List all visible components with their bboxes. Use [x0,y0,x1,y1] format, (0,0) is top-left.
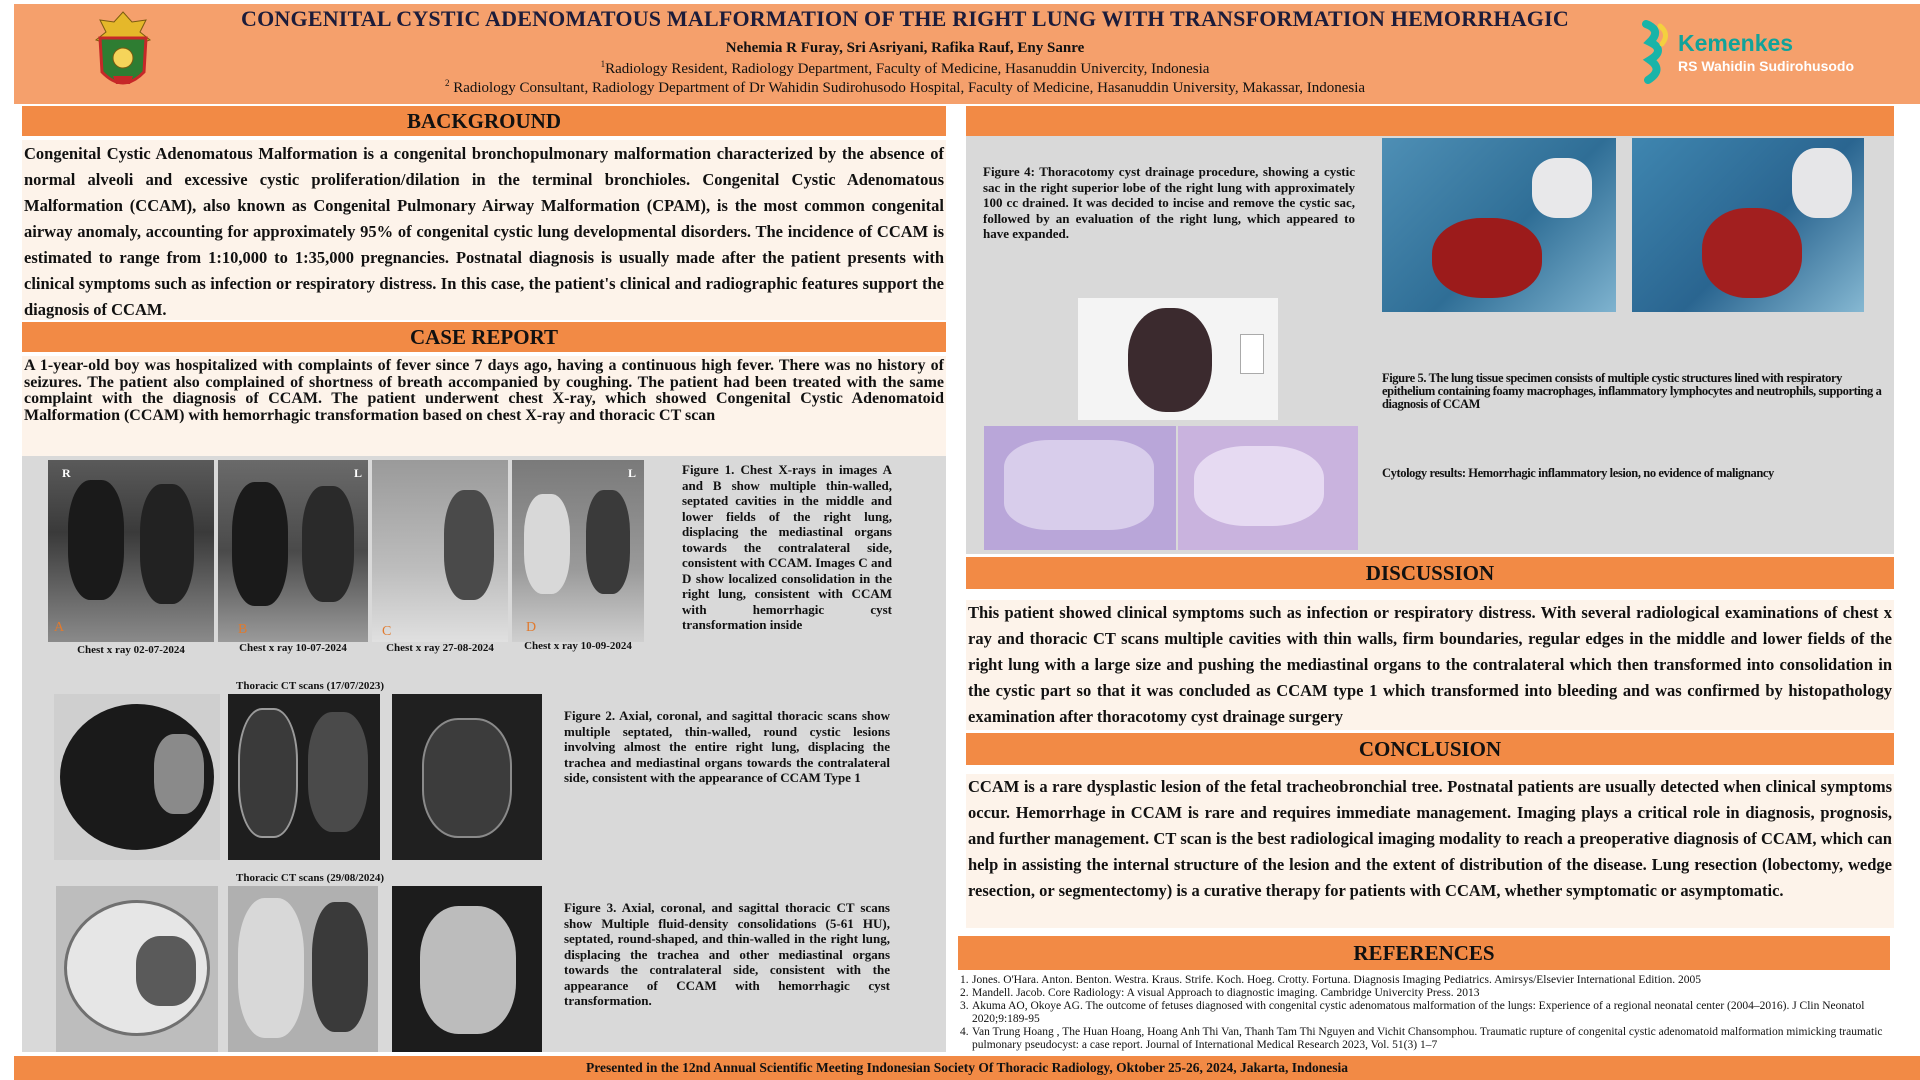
university-logo-icon [88,10,158,96]
figure3-caption: Figure 3. Axial, coronal, and sagittal thoracic CT scans show Multiple fluid-density consolidations (5-61 HU), septated, round-shaped, and thin-walled in the right lung, displacing the trachea and other mediastinal organs towards the contralateral side, consistent with the appearance of CCAM with hemorrhagic cyst transformation. [564,900,890,1008]
xray-marker: L [628,466,637,480]
affiliation-2: $^2$ Radiology Consultant, Radiology Department of Dr Wahidin Sudirohusodo Hospital, Faculty of Medicine, Hasanuddin University, Makassar, Indonesia [444,78,1366,96]
figure4-caption: Figure 4: Thoracotomy cyst drainage procedure, showing a cystic sac in the right superior lobe of the right lung with approximately 100 cc drained. It was decided to incise and remove the cystic sac, followed by an evaluation of the right lung, which appeared to have expanded. [983,164,1355,241]
xray-label: Chest x ray 27-08-2024 [386,642,494,654]
xray-letter: D [526,620,537,635]
figure5-caption: Figure 5. The lung tissue specimen consists of multiple cystic structures lined with respiratory epithelium containing foamy macrophages, inflammatory lymphocytes and neutrophils, supporting a diagnosis of CCAM [1382,371,1882,411]
conclusion-text: CCAM is a rare dysplastic lesion of the fetal tracheobronchial tree. Postnatal patients are usually detected when clinical symptoms occur. Hemorrhage in CCAM is rare and requires immediate management. Imaging plays a critical role in diagnosis, prognosis, and further management. CT scan is the best radiological imaging modality to reach a preoperative diagnosis of CCAM, which can help in assisting the internal structure of the lesion and the extent of distribution of the disease. Lung resection (lobectomy, wedge resection, or segmentectomy) is a curative therapy for patients with CCAM, whether symptomatic or asymptomatic. [966,774,1894,928]
ct-axial-image-2 [56,886,218,1052]
ct-coronal-image-2 [228,886,378,1052]
discussion-text: This patient showed clinical symptoms such as infection or respiratory distress. With several radiological examinations of chest x ray and thoracic CT scans multiple cavities with thin walls, firm boundaries, regular edges in the middle and lower fields of the right lung with a large size and pushing the mediastinal organs to the contralateral which then transformed into consolidation in the cystic part so that it was concluded as CCAM type 1 which transformed into bleeding and was confirmed by histopathology examination after thoracotomy cyst drainage surgery [966,600,1894,730]
kemenkes-logo-subtitle: RS Wahidin Sudirohusodo [1678,58,1855,74]
ct-axial-image [54,694,220,860]
xray-image-b [218,460,368,642]
histology-image-2 [1178,426,1358,550]
kemenkes-logo [1640,16,1870,90]
xray-label: Chest x ray 02-07-2024 [77,644,185,656]
xray-letter: B [238,622,248,637]
references-list [960,974,1892,1054]
histology-image-1 [984,426,1176,550]
xray-letter: A [54,620,65,635]
background-heading: BACKGROUND [22,106,946,136]
reference-item: 2. Mandell. Jacob. Core Radiology: A visual Approach to diagnostic imaging. Cambridge Univercity Press. 2013 [960,987,1480,999]
figure3-title: Thoracic CT scans (29/08/2024) [236,872,384,884]
poster-title: CONGENITAL CYSTIC ADENOMATOUS MALFORMATION OF THE RIGHT LUNG WITH TRANSFORMATION HEMORRHAGIC [241,6,1569,31]
xray-marker: R [62,466,71,480]
xray-label: Chest x ray 10-09-2024 [524,640,632,652]
case-report-heading: CASE REPORT [22,322,946,352]
cytology-result: Cytology results: Hemorrhagic inflammatory lesion, no evidence of malignancy [1382,466,1774,480]
xray-image-c [372,460,508,642]
kemenkes-logo-icon [1640,20,1674,84]
reference-item: 3. Akuma AO, Okoye AG. The outcome of fetuses diagnosed with congenital cystic adenomatous malformation of the lungs: Experience of a regional neonatal center (2004–2016). J Clin Neonatol 2020;9:189-95 [960,1000,1865,1025]
discussion-heading: DISCUSSION [966,557,1894,589]
surgery-photo-2 [1632,138,1864,312]
case-report-text: A 1-year-old boy was hospitalized with complaints of fever since 7 days ago, having a continuous high fever. There was no history of seizures. The patient also complained of shortness of breath accompanied by coughing. The patient had been treated with the same complaint with the diagnosis of CCAM. The patient underwent chest X-ray, which showed Congenital Cystic Adenomatoid Malformation (CCAM) with hemorrhagic transformation based on chest X-ray and thoracic CT scan [22,356,946,456]
xray-marker: L [354,466,363,480]
ct-sagittal-image [392,694,542,860]
xray-letter: C [382,624,392,639]
surgery-photo-1 [1382,138,1616,312]
background-text: Congenital Cystic Adenomatous Malformation is a congenital bronchopulmonary malformation characterized by the absence of normal alveoli and excessive cystic proliferation/dilation in the terminal bronchioles. Congenital Cystic Adenomatous Malformation (CCAM), also known as Congenital Pulmonary Airway Malformation (CPAM), is the most common congenital airway anomaly, accounting for approximately 95% of congenital cystic lung developmental disorders. The incidence of CCAM is estimated to range from 1:10,000 to 1:35,000 pregnancies. Postnatal diagnosis is usually made after the patient presents with clinical symptoms such as infection or respiratory distress. In this case, the patient's clinical and radiographic features support the diagnosis of CCAM. [22,140,946,320]
xray-label: Chest x ray 10-07-2024 [239,642,347,654]
conclusion-heading: CONCLUSION [966,733,1894,765]
xray-image-d [512,460,644,642]
kemenkes-logo-title: Kemenkes [1678,30,1794,56]
references-heading: REFERENCES [958,936,1890,970]
specimen-photo [1078,298,1278,420]
affiliation-1: $^1$Radiology Resident, Radiology Department, Faculty of Medicine, Hasanuddin Univercity, Indonesia [600,59,1210,77]
figure1-caption: Figure 1. Chest X-rays in images A and B show multiple thin-walled, septated cavities in the middle and lower fields of the right lung, displacing the mediastinal organs towards the contralateral side, consistent with CCAM. Images C and D show localized consolidation in the right lung, consistent with CCAM with hemorrhagic cyst transformation inside [682,462,892,632]
author-list: Nehemia R Furay, Sri Asriyani, Rafika Rauf, Eny Sanre [725,40,1085,56]
figure2-caption: Figure 2. Axial, coronal, and sagittal thoracic scans show multiple septated, thin-walled, round cystic lesions involving almost the entire right lung, displacing the trachea and mediastinal organs towards the contralateral side, consistent with the appearance of CCAM Type 1 [564,708,890,785]
xray-image-a [48,460,214,642]
ct-sagittal-image-2 [392,886,542,1052]
right-top-bar [966,106,1894,136]
reference-item: 4. Van Trung Hoang , The Huan Hoang, Hoang Anh Thi Van, Thanh Tam Thi Nguyen and Vichit Chansomphou. Traumatic rupture of congenital cystic adenomatoid malformation mimicking traumatic pulmonary pseudocyst: a case report. Journal of International Medical Research 2023, Vol. 51(3) 1–7 [960,1026,1883,1051]
figure2-title: Thoracic CT scans (17/07/2023) [236,680,384,692]
footer-banner: Presented in the 12nd Annual Scientific Meeting Indonesian Society Of Thoracic Radiology, Oktober 25-26, 2024, Jakarta, Indonesia [14,1056,1920,1080]
ct-coronal-image [228,694,380,860]
reference-item: 1. Jones. O'Hara. Anton. Benton. Westra. Kraus. Strife. Koch. Hoeg. Crotty. Fortuna. Diagnosis Imaging Pediatrics. Amirsys/Elsevier International Edition. 2005 [960,974,1702,986]
